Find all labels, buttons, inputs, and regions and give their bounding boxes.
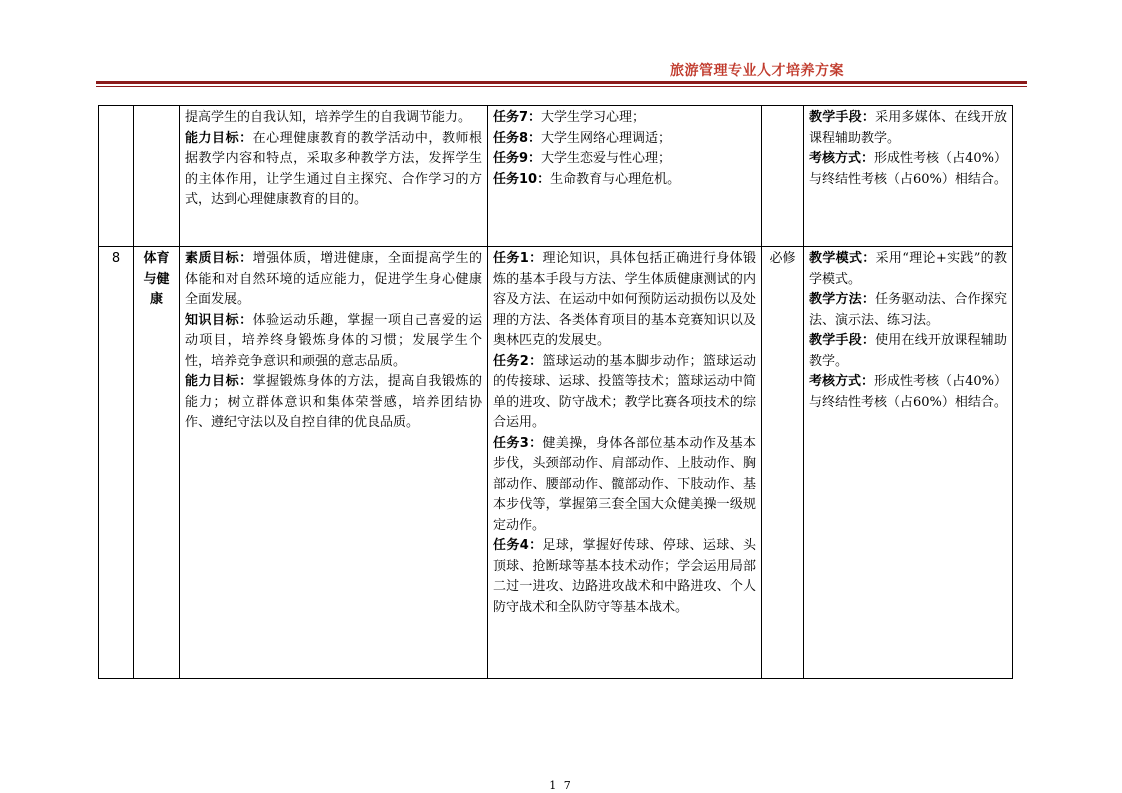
course-methods-cell [804, 247, 1013, 679]
task-text: 大学生恋爱与性心理； [541, 151, 672, 166]
document-header-title: 旅游管理专业人才培养方案 [670, 63, 844, 79]
task-text: 健美操，身体各部位基本动作及基本步伐，头颈部动作、肩部动作、上肢动作、胸部动作、腰部动作、髋部动作、下肢动作、基本步伐等，掌握第三套全国大众健美操一级规定动作。 [493, 435, 756, 533]
goal-text: 提高学生的自我认知，培养学生的自我调节能力。 [185, 110, 472, 125]
method-text: 形成性考核（占40%）与终结性考核（占60%）相结合。 [809, 374, 1007, 410]
course-number-cell: 8 [99, 247, 134, 679]
goal-paragraph [185, 311, 482, 373]
goal-paragraph [185, 372, 482, 434]
task-label: 任务1： [493, 251, 543, 266]
header-rule-thin [96, 86, 1027, 87]
goal-label: 知识目标： [185, 312, 253, 328]
method-label: 考核方式： [809, 374, 875, 389]
task-text: 足球，掌握好传球、停球、运球、头顶球、抢断球等基本技术动作；学会运用局部二过一进攻、边路进攻战术和中路进攻、个人防守战术和全队防守等基本战术。 [493, 538, 756, 615]
method-label: 教学模式： [809, 251, 876, 266]
method-item [809, 108, 1007, 149]
method-text: 采用多媒体、在线开放课程辅助教学。 [809, 110, 1007, 146]
task-text: 生命教育与心理危机。 [550, 171, 681, 187]
task-item [493, 434, 756, 537]
method-label: 考核方式： [809, 151, 875, 166]
goal-text: 掌握锻炼身体的方法，提高自我锻炼的能力；树立群体意识和集体荣誉感，培养团结协作、遵纪守法以及自控自律的优良品质。 [185, 374, 482, 430]
task-label: 任务3： [493, 435, 543, 451]
page-number: 1 7 [549, 779, 573, 792]
method-item [809, 331, 1007, 372]
task-item [493, 170, 756, 191]
course-goals-cell [180, 106, 488, 247]
task-item [493, 536, 756, 618]
goal-paragraph [185, 129, 482, 211]
goal-text: 增强体质，增进健康，全面提高学生的体能和对自然环境的适应能力，促进学生身心健康全面发展。 [185, 251, 482, 307]
method-text: 采用“理论+实践”的教学模式。 [809, 251, 1007, 287]
method-item [809, 149, 1007, 190]
task-label: 任务7： [493, 110, 542, 125]
task-label: 任务8： [493, 130, 542, 146]
method-item [809, 249, 1007, 290]
method-item [809, 372, 1007, 413]
goal-label: 素质目标： [185, 251, 253, 266]
goal-text: 在心理健康教育的教学活动中，教师根据教学内容和特点，采取多种教学方法，发挥学生的主体作用，让学生通过自主探究、合作学习的方式，达到心理健康教育的目的。 [185, 130, 482, 207]
goal-paragraph [185, 108, 482, 129]
task-label: 任务4： [493, 538, 543, 553]
task-label: 任务9： [493, 151, 542, 166]
course-name-cell: 体育与健康 [134, 247, 180, 679]
goal-label: 能力目标： [185, 130, 253, 146]
goal-paragraph [185, 249, 482, 311]
task-text: 篮球运动的基本脚步动作；篮球运动的传接球、运球、投篮等技术；篮球运动中简单的进攻、防守战术；教学比赛各项技术的综合运用。 [493, 353, 756, 430]
course-goals-cell [180, 247, 488, 679]
task-item [493, 352, 756, 434]
method-text: 任务驱动法、合作探究法、演示法、练习法。 [809, 292, 1007, 328]
task-label: 任务10： [493, 171, 551, 187]
task-item [493, 149, 756, 170]
goal-text: 体验运动乐趣，掌握一项自己喜爱的运动项目，培养终身锻炼身体的习惯；发展学生个性，培养竞争意识和顽强的意志品质。 [185, 312, 482, 369]
method-text: 形成性考核（占40%）与终结性考核（占60%）相结合。 [809, 151, 1007, 187]
task-text: 大学生网络心理调适； [541, 130, 672, 146]
task-text: 理论知识，具体包括正确进行身体锻炼的基本手段与方法、学生体质健康测试的内容及方法、在运动中如何预防运动损伤以及处理的方法、各类体育项目的基本竞赛知识以及奥林匹克的发展史。 [493, 251, 756, 348]
course-name-cell [134, 106, 180, 247]
curriculum-table [98, 105, 1013, 679]
course-number-cell [99, 106, 134, 247]
course-type-cell [762, 106, 804, 247]
method-text: 使用在线开放课程辅助教学。 [809, 333, 1007, 369]
task-item [493, 108, 756, 129]
header-rule-thick [96, 81, 1027, 84]
table-row [99, 247, 1013, 679]
course-tasks-cell [488, 247, 762, 679]
course-type-cell: 必修 [762, 247, 804, 679]
method-label: 教学方法： [809, 292, 876, 307]
table-row [99, 106, 1013, 247]
task-item [493, 249, 756, 352]
method-label: 教学手段： [809, 110, 876, 125]
task-label: 任务2： [493, 353, 543, 369]
goal-label: 能力目标： [185, 374, 253, 389]
task-text: 大学生学习心理； [541, 110, 646, 125]
course-methods-cell [804, 106, 1013, 247]
method-item [809, 290, 1007, 331]
task-item [493, 129, 756, 150]
method-label: 教学手段： [809, 333, 876, 348]
course-tasks-cell [488, 106, 762, 247]
